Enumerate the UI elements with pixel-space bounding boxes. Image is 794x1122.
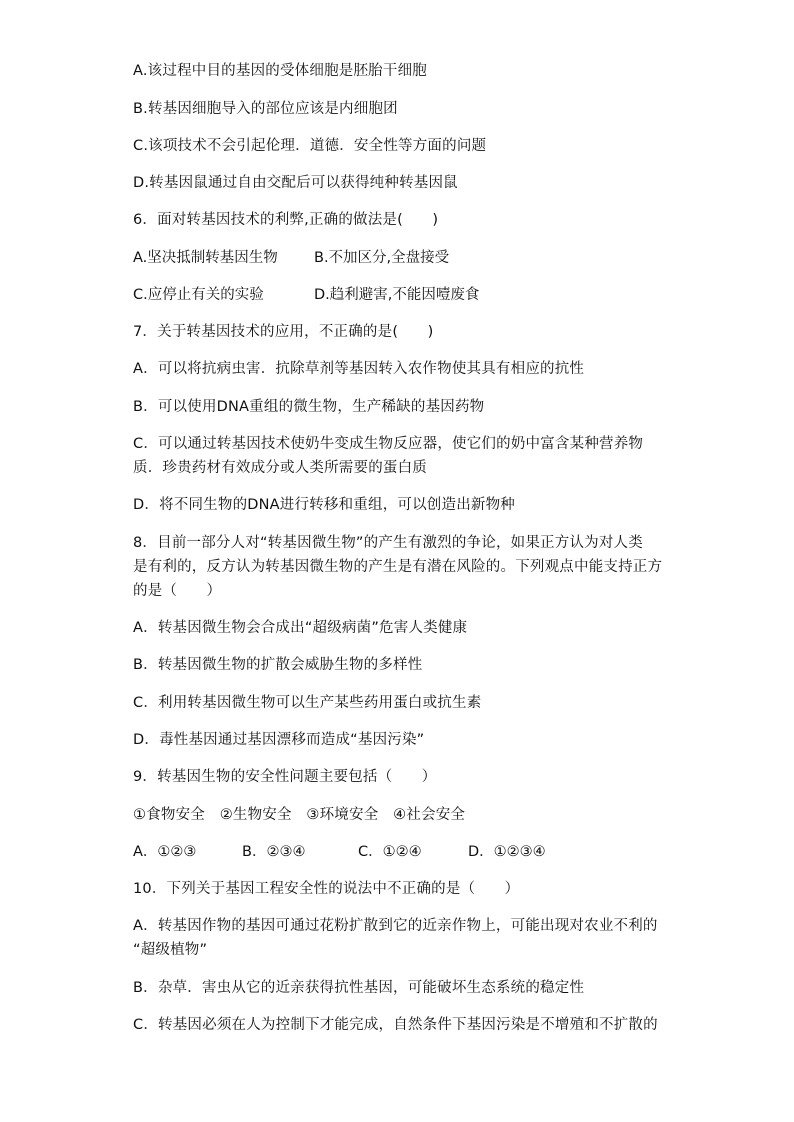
q10-stem: 10．下列关于基因工程安全性的说法中不正确的是（ ） (133, 881, 520, 897)
q10-option-a-line-1: A．转基因作物的基因可通过花粉扩散到它的近亲作物上，可能出现对农业不利的 (133, 918, 658, 934)
q8-stem-line-3: 的是（ ） (133, 583, 222, 599)
q10-option-c: C．转基因必须在人为控制下才能完成，自然条件下基因污染是不增殖和不扩散的 (133, 1017, 658, 1033)
q8-option-b: B．转基因微生物的扩散会威胁生物的多样性 (133, 657, 423, 673)
q8-stem-line-1: 8．目前一部分人对“转基因微生物”的产生有激烈的争论，如果正方认为对人类 (133, 535, 643, 551)
q8-option-a: A．转基因微生物会合成出“超级病菌”危害人类健康 (133, 620, 468, 636)
q5-option-b: B.转基因细胞导入的部位应该是内细胞团 (133, 101, 398, 117)
q8-stem-line-2: 是有利的，反方认为转基因微生物的产生是有潜在风险的。下列观点中能支持正方 (133, 559, 663, 575)
q9-option-b: B．②③④ (242, 844, 306, 860)
q5-option-c: C.该项技术不会引起伦理．道德．安全性等方面的问题 (133, 138, 487, 154)
q5-option-d: D.转基因鼠通过自由交配后可以获得纯种转基因鼠 (133, 175, 458, 191)
q7-option-d: D．将不同生物的DNA进行转移和重组，可以创造出新物种 (133, 497, 515, 513)
q9-option-d: D．①②③④ (468, 844, 546, 860)
q8-option-c: C．利用转基因微生物可以生产某些药用蛋白或抗生素 (133, 695, 482, 711)
q6-option-c: C.应停止有关的实验 (133, 287, 264, 303)
q7-option-c-line-2: 质．珍贵药材有效成分或人类所需要的蛋白质 (133, 460, 427, 476)
q10-option-a-line-2: “超级植物” (133, 942, 208, 958)
q8-option-d: D．毒性基因通过基因漂移而造成“基因污染” (133, 732, 425, 748)
q5-option-a: A.该过程中目的基因的受体细胞是胚胎干细胞 (133, 63, 427, 79)
q10-option-b: B．杂草．害虫从它的近亲获得抗性基因，可能破坏生态系统的稳定性 (133, 980, 585, 996)
q6-option-a: A.坚决抵制转基因生物 (133, 250, 278, 266)
q9-stem: 9．转基因生物的安全性问题主要包括（ ） (133, 769, 437, 785)
q7-stem: 7．关于转基因技术的应用，不正确的是( ) (133, 324, 434, 340)
q9-option-a: A．①②③ (133, 844, 197, 860)
q7-option-a: A．可以将抗病虫害．抗除草剂等基因转入农作物使其具有相应的抗性 (133, 361, 585, 377)
q9-items: ①食物安全 ②生物安全 ③环境安全 ④社会安全 (133, 807, 466, 823)
q9-option-c: C．①②④ (358, 844, 422, 860)
q7-option-b: B．可以使用DNA重组的微生物，生产稀缺的基因药物 (133, 399, 485, 415)
q6-stem: 6．面对转基因技术的利弊,正确的做法是( ) (133, 212, 439, 228)
q6-option-d: D.趋利避害,不能因噎废食 (314, 287, 480, 303)
q6-option-b: B.不加区分,全盘接受 (314, 250, 450, 266)
q7-option-c-line-1: C．可以通过转基因技术使奶牛变成生物反应器，使它们的奶中富含某种营养物 (133, 436, 644, 452)
